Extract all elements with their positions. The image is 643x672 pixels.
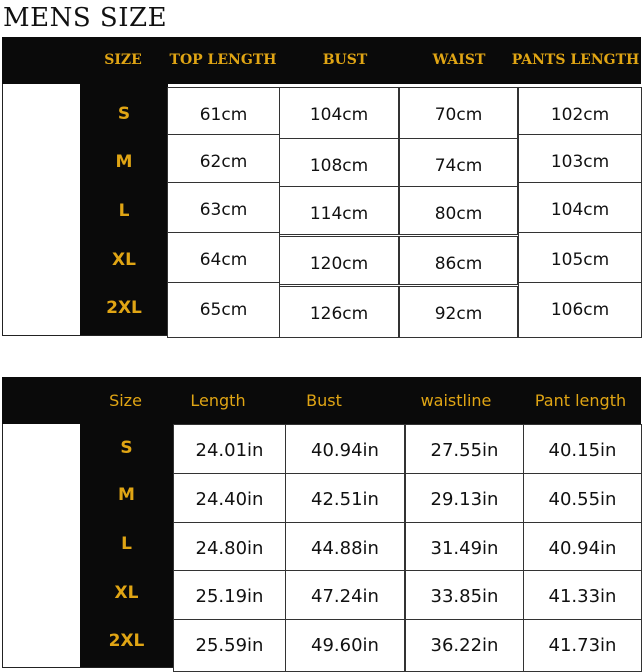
table-cell: 40.15in [523, 424, 642, 474]
table-cell: 126cm [279, 286, 399, 338]
table-cell: 105cm [518, 232, 642, 285]
column-header: Bust [306, 391, 342, 410]
table-cell: 102cm [518, 87, 642, 140]
table-cell: 25.19in [173, 570, 286, 620]
size-label: 2XL [106, 298, 142, 318]
table-cell: 41.33in [523, 570, 642, 620]
table-cell: 27.55in [405, 424, 524, 474]
table-cell: 64cm [167, 232, 280, 285]
size-label: M [118, 485, 135, 505]
table-cell: 40.55in [523, 473, 642, 523]
table-cell: 47.24in [285, 570, 405, 620]
size-label: M [115, 152, 133, 172]
table-cell: 70cm [399, 87, 518, 140]
column-header: TOP LENGTH [169, 52, 277, 68]
table-cell: 29.13in [405, 473, 524, 523]
size-label: L [118, 201, 130, 221]
column-header: SIZE [104, 52, 142, 68]
table-cell: 103cm [518, 134, 642, 187]
size-label: S [120, 438, 133, 458]
size-label: 2XL [108, 631, 145, 651]
table-cell: 25.59in [173, 619, 286, 672]
table-cell: 108cm [279, 138, 399, 187]
table-cell: 104cm [518, 182, 642, 235]
table-header [2, 377, 641, 424]
column-header: Size [109, 391, 142, 410]
size-label: XL [114, 583, 139, 603]
size-table-inches [2, 377, 641, 668]
table-cell: 62cm [167, 134, 280, 187]
table-cell: 63cm [167, 182, 280, 235]
table-cell: 92cm [399, 286, 518, 338]
table-cell: 36.22in [405, 619, 524, 672]
column-header: Pant length [534, 391, 627, 410]
table-cell: 40.94in [285, 424, 405, 474]
table-cell: 41.73in [523, 619, 642, 672]
size-label: L [121, 534, 132, 554]
table-body [2, 84, 641, 336]
table-cell: 120cm [279, 236, 399, 285]
table-cell: 42.51in [285, 473, 405, 523]
table-cell: 33.85in [405, 570, 524, 620]
table-cell: 80cm [399, 186, 518, 235]
page-title: MENS SIZE [3, 3, 168, 33]
table-cell: 104cm [279, 87, 399, 140]
table-cell: 114cm [279, 186, 399, 235]
size-label: XL [112, 250, 136, 270]
table-cell: 24.40in [173, 473, 286, 523]
column-header: Length [190, 391, 246, 410]
table-cell: 40.94in [523, 522, 642, 572]
table-cell: 61cm [167, 87, 280, 140]
column-header: PANTS LENGTH [511, 52, 640, 68]
table-cell: 65cm [167, 282, 280, 338]
size-column [80, 84, 168, 335]
table-cell: 74cm [399, 138, 518, 187]
size-label: S [117, 104, 131, 124]
table-header [2, 37, 641, 84]
table-cell: 106cm [518, 282, 642, 338]
column-header: BUST [322, 52, 368, 68]
size-column [80, 424, 173, 667]
table-cell: 31.49in [405, 522, 524, 572]
table-cell: 24.80in [173, 522, 286, 572]
table-cell: 86cm [399, 236, 518, 285]
table-body [2, 424, 641, 668]
table-cell: 24.01in [173, 424, 286, 474]
table-cell: 49.60in [285, 619, 405, 672]
table-cell: 44.88in [285, 522, 405, 572]
size-table-cm [2, 37, 641, 336]
column-header: WAIST [432, 52, 486, 68]
column-header: waistline [420, 391, 492, 410]
